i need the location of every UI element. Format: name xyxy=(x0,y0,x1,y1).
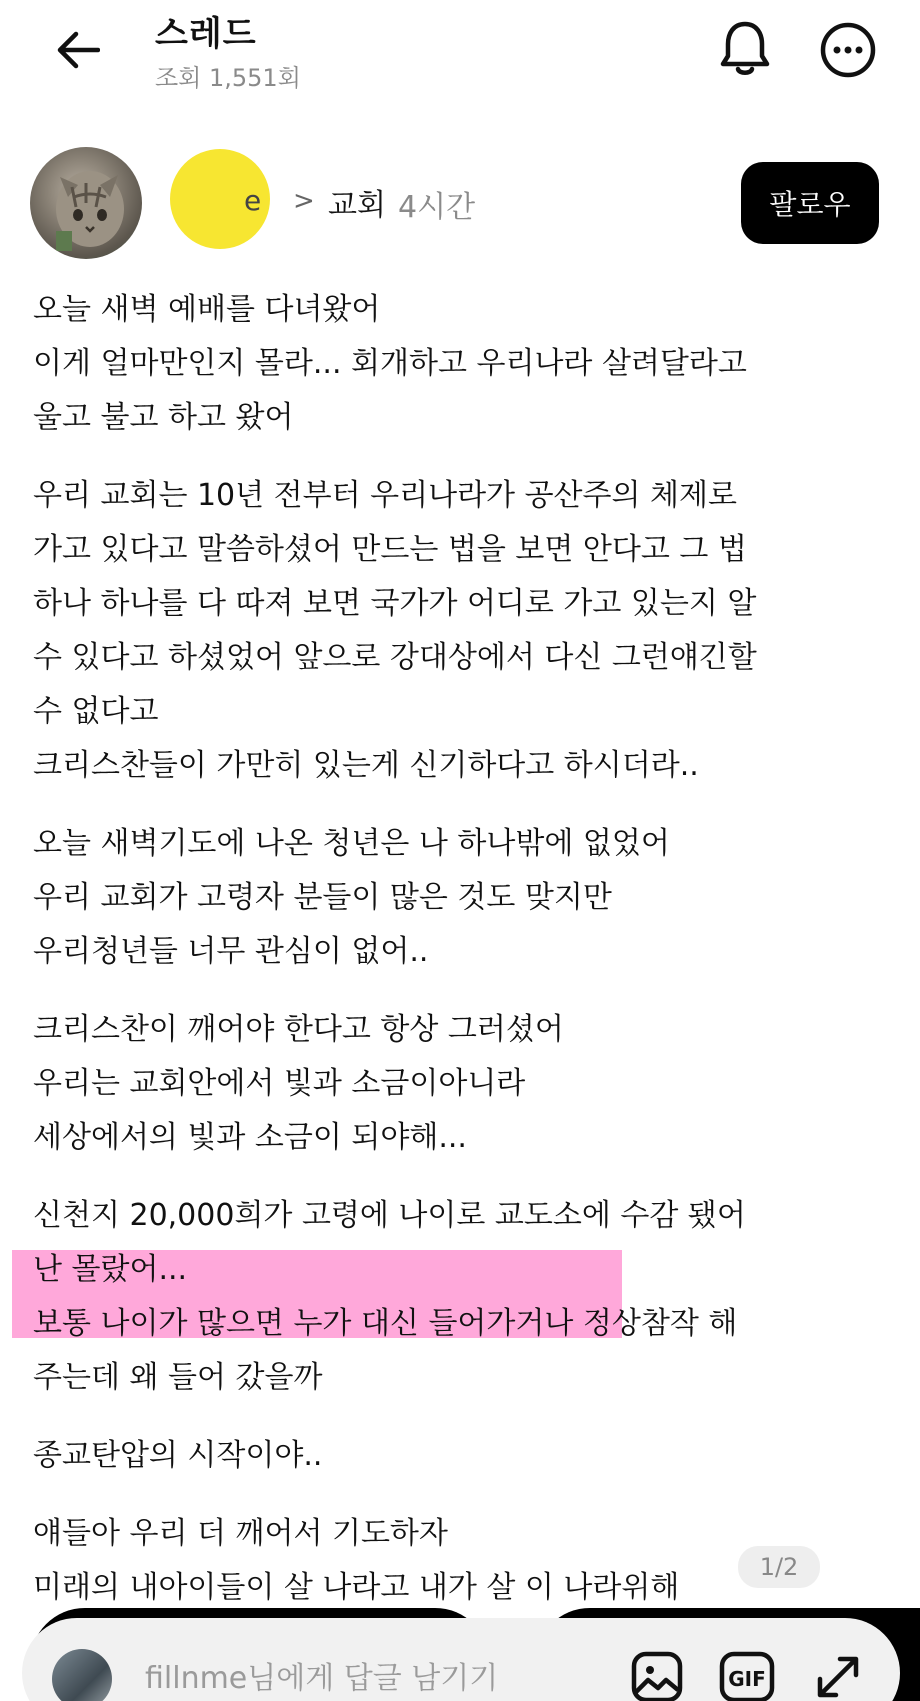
author-avatar[interactable] xyxy=(30,147,142,259)
follow-button[interactable]: 팔로우 xyxy=(741,162,879,244)
back-button[interactable] xyxy=(50,22,106,78)
community-tag[interactable]: 교회 xyxy=(328,188,386,223)
post-line: 얘들아 우리 더 깨어서 기도하자 xyxy=(33,1516,448,1551)
reply-input[interactable] xyxy=(145,1655,545,1701)
post-line: 종교탄압의 시작이야.. xyxy=(33,1438,323,1473)
page-title: 스레드 xyxy=(155,14,257,54)
expand-button[interactable] xyxy=(808,1648,868,1701)
post-line: 수 없다고 xyxy=(33,694,159,729)
post-line: 오늘 새벽기도에 나온 청년은 나 하나밖에 없었어 xyxy=(33,826,670,861)
paragraph xyxy=(33,1003,893,1165)
gif-button[interactable] xyxy=(718,1650,776,1701)
post-line: 하나 하나를 다 따져 보면 국가가 어디로 가고 있는지 알 xyxy=(33,586,757,621)
chevron-right-icon: > xyxy=(293,186,315,216)
post-line: 난 몰랐어... xyxy=(33,1252,188,1287)
post-line: 우리 교회는 10년 전부터 우리나라가 공산주의 체제로 xyxy=(33,478,737,513)
post-line: 주는데 왜 들어 갔을까 xyxy=(33,1360,323,1395)
post-line: 이게 얼마만인지 몰라... 회개하고 우리나라 살려달라고 xyxy=(33,346,747,381)
user-avatar xyxy=(52,1649,112,1701)
attach-image-button[interactable] xyxy=(628,1648,686,1701)
post-line: 우리는 교회안에서 빛과 소금이아니라 xyxy=(33,1066,526,1101)
notification-button[interactable] xyxy=(714,18,776,80)
post-line: 신천지 20,000희가 고령에 나이로 교도소에 수감 됐어 xyxy=(33,1198,746,1233)
paragraph xyxy=(33,469,893,793)
post-time: 4시간 xyxy=(398,190,476,225)
author-name[interactable]: e xyxy=(244,184,262,217)
paragraph xyxy=(33,817,893,979)
expand-icon xyxy=(812,1651,864,1701)
gif-icon xyxy=(719,1651,775,1701)
paragraph xyxy=(33,1429,893,1483)
top-bar xyxy=(0,0,920,110)
post-author-row xyxy=(0,140,920,270)
more-icon xyxy=(819,21,877,79)
post-line: 오늘 새벽 예배를 다녀왔어 xyxy=(33,292,381,327)
post-line: 우리청년들 너무 관심이 없어.. xyxy=(33,934,429,969)
image-icon xyxy=(630,1650,684,1701)
paragraph xyxy=(33,1189,893,1405)
cat-photo xyxy=(30,147,142,259)
post-line: 보통 나이가 많으면 누가 대신 들어가거나 정상참작 해 xyxy=(33,1306,738,1341)
bell-icon xyxy=(719,20,771,78)
page-indicator: 1/2 xyxy=(738,1546,820,1588)
back-arrow-icon xyxy=(56,30,100,70)
post-line: 미래의 내아이들이 살 나라고 내가 살 이 나라위해 xyxy=(33,1570,680,1605)
post-line: 우리 교회가 고령자 분들이 많은 것도 맞지만 xyxy=(33,880,612,915)
paragraph xyxy=(33,283,893,445)
post-line: 가고 있다고 말씀하셨어 만드는 법을 보면 안다고 그 법 xyxy=(33,532,747,567)
view-count: 조회 1,551회 xyxy=(155,64,301,92)
post-line: 크리스찬이 깨어야 한다고 항상 그러셨어 xyxy=(33,1012,564,1047)
svg-text:GIF: GIF xyxy=(728,1667,766,1691)
post-line: 수 있다고 하셨었어 앞으로 강대상에서 다신 그런얘긴할 xyxy=(33,640,757,675)
more-options-button[interactable] xyxy=(818,20,878,80)
post-body xyxy=(33,283,893,1639)
post-line: 세상에서의 빛과 소금이 되야해... xyxy=(33,1120,467,1155)
post-line: 크리스찬들이 가만히 있는게 신기하다고 하시더라.. xyxy=(33,748,699,783)
post-line: 울고 불고 하고 왔어 xyxy=(33,400,294,435)
